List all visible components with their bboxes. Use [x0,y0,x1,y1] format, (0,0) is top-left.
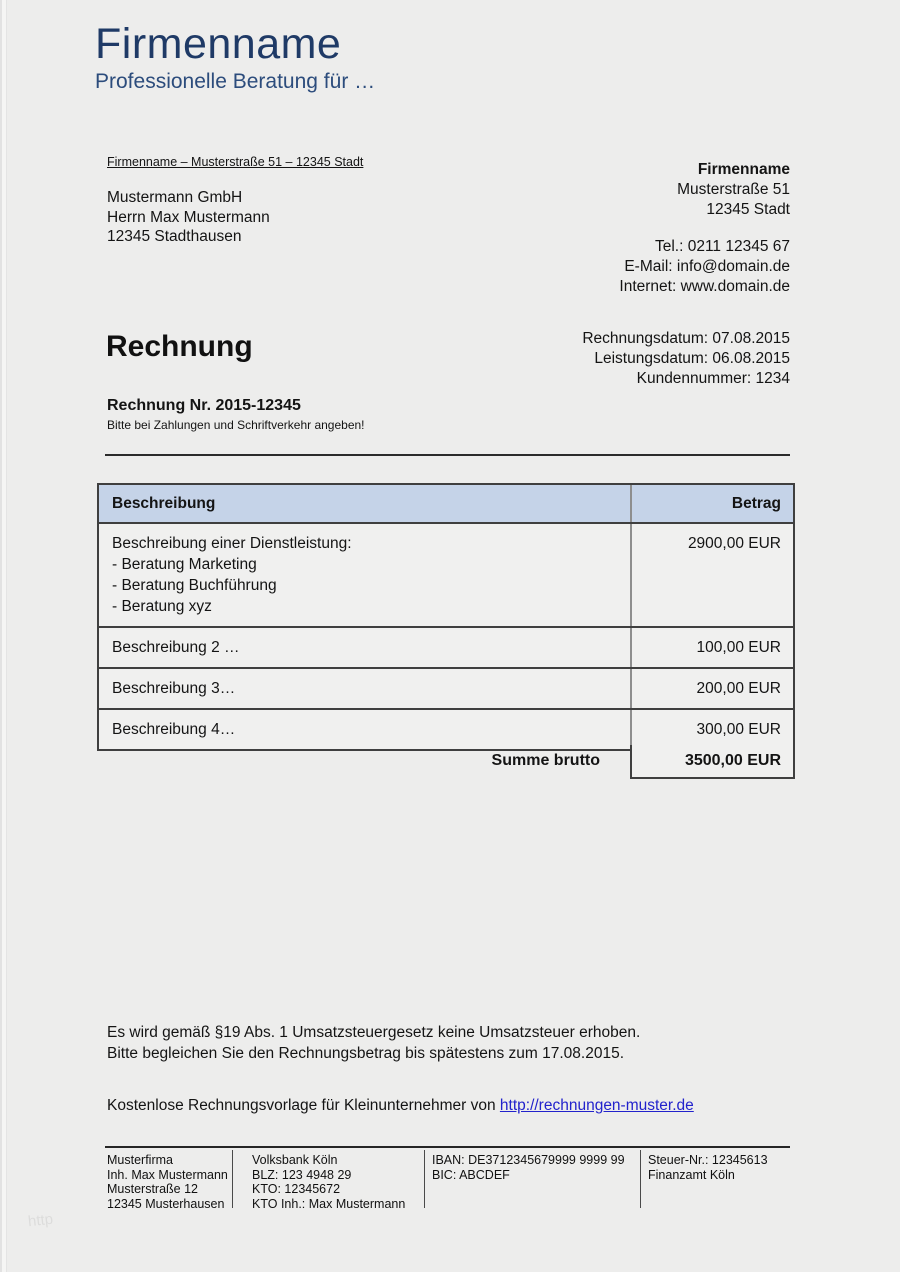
divider-rule [105,454,790,456]
company-email: E-Mail: info@domain.de [624,258,790,275]
total-amount: 3500,00 EUR [630,745,795,779]
amount-cell: 200,00 EUR [696,680,781,697]
footer-bank-column [252,1153,405,1211]
company-info-block [490,160,790,297]
footer-line: IBAN: DE3712345679999 9999 99 [432,1153,625,1167]
payment-note: Bitte begleichen Sie den Rechnungsbetrag bis spätestens zum 17.08.2015. [107,1045,625,1062]
invoice-number: Rechnung Nr. 2015-12345 [107,397,301,414]
company-contact-block [490,237,790,297]
notes-block [107,1022,694,1116]
footer-line: Inh. Max Mustermann [107,1167,228,1182]
footer-company-column [107,1153,228,1211]
recipient-line: Herrn Max Mustermann [107,208,270,226]
company-logo-name: Firmenname [95,20,342,68]
column-header-description: Beschreibung [99,485,632,522]
recipient-line: 12345 Stadthausen [107,228,242,245]
tax-note: Es wird gemäß §19 Abs. 1 Umsatzsteuergesetz keine Umsatzsteuer erhoben. [107,1024,641,1041]
company-info-street: Musterstraße 51 [677,181,790,198]
description-line: - Beratung Marketing [112,556,257,573]
footer-rule [105,1146,790,1148]
table-row [99,522,793,626]
table-row [99,708,793,749]
footer-line: Volksbank Köln [252,1153,338,1167]
page-edge [0,0,9,1272]
service-date: Leistungsdatum: 06.08.2015 [594,350,790,367]
recipient-address [107,188,270,247]
description-cell: Beschreibung 4… [99,710,632,749]
invoice-table [97,483,795,751]
column-header-amount: Betrag [731,495,781,512]
company-phone: Tel.: 0211 12345 67 [654,238,790,255]
footer-divider [640,1150,641,1208]
amount-cell: 300,00 EUR [696,721,781,738]
description-cell: Beschreibung 2 … [99,628,632,667]
footer-line: Musterfirma [107,1153,173,1167]
footer-line: KTO: 12345672 [252,1182,341,1196]
customer-number: Kundennummer: 1234 [636,370,790,387]
description-cell [99,524,632,626]
page-title: Rechnung [106,330,253,363]
footer-line: Steuer-Nr.: 12345613 [648,1153,768,1167]
footer-iban-column [432,1153,625,1182]
description-line: Beschreibung einer Dienstleistung: [112,535,352,552]
footer-line: KTO Inh.: Max Mustermann [252,1196,406,1211]
description-cell: Beschreibung 3… [99,669,632,708]
footer-divider [424,1150,425,1208]
company-tagline: Professionelle Beratung für … [95,70,376,94]
description-line: - Beratung xyz [112,598,212,615]
template-link[interactable]: http://rechnungen-muster.de [499,1097,694,1114]
total-label: Summe brutto [491,752,600,769]
table-row [99,667,793,708]
description-line: - Beratung Buchführung [112,577,277,594]
template-note-text: Kostenlose Rechnungsvorlage für Kleinunternehmer von [107,1097,500,1114]
invoice-number-note: Bitte bei Zahlungen und Schriftverkehr angeben! [107,418,365,432]
footer-line: Musterstraße 12 [107,1182,199,1196]
table-header-row [99,485,793,522]
invoice-date: Rechnungsdatum: 07.08.2015 [582,330,790,347]
amount-cell: 100,00 EUR [696,639,781,656]
company-website: Internet: www.domain.de [619,278,790,295]
recipient-line: Mustermann GmbH [107,189,243,206]
company-info-city: 12345 Stadt [706,201,790,218]
amount-cell: 2900,00 EUR [687,535,781,552]
template-note [107,1095,694,1116]
invoice-meta-block [490,329,790,389]
table-row [99,626,793,667]
brand-header [95,20,375,94]
watermark-text: http [27,1210,54,1231]
total-row [97,745,795,779]
footer-tax-column [648,1153,768,1182]
company-info-name: Firmenname [697,161,790,178]
footer-line: BLZ: 123 4948 29 [252,1167,352,1182]
sender-line: Firmenname – Musterstraße 51 – 12345 Stadt [107,155,364,169]
footer-line: 12345 Musterhausen [107,1196,225,1211]
footer-line: BIC: ABCDEF [432,1167,510,1182]
footer-line: Finanzamt Köln [648,1167,735,1182]
footer-divider [232,1150,233,1208]
